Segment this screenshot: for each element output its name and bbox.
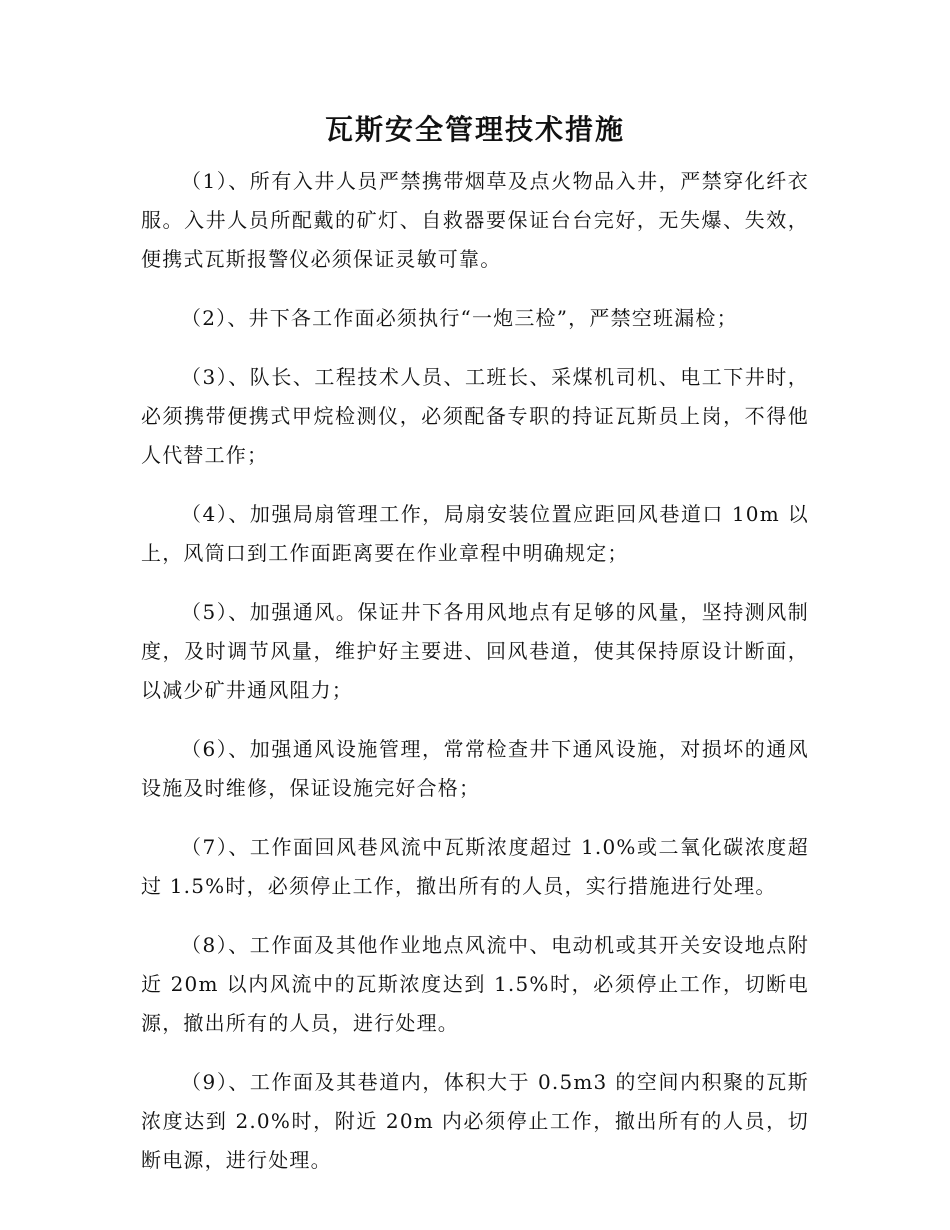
paragraph-6: （6）、加强通风设施管理，常常检查井下通风设施，对损坏的通风设施及时维修，保证设施完好合格； xyxy=(141,737,809,800)
paragraph-3: （3）、队长、工程技术人员、工班长、采煤机司机、电工下井时，必须携带便携式甲烷检测仪，必须配备专职的持证瓦斯员上岗，不得他人代替工作； xyxy=(141,365,809,467)
paragraph-2: （2）、井下各工作面必须执行“一炮三检”，严禁空班漏检； xyxy=(181,306,738,330)
document-body xyxy=(141,162,809,1200)
paragraph-4: （4）、加强局扇管理工作，局扇安装位置应距回风巷道口 10m 以上，风筒口到工作面距离要在作业章程中明确规定； xyxy=(141,502,809,565)
paragraph-8: （8）、工作面及其他作业地点风流中、电动机或其开关安设地点附近 20m 以内风流中的瓦斯浓度达到 1.5%时，必须停止工作，切断电源，撤出所有的人员，进行处理。 xyxy=(141,933,809,1035)
paragraph-7: （7）、工作面回风巷风流中瓦斯浓度超过 1.0%或二氧化碳浓度超过 1.5%时，必须停止工作，撤出所有的人员，实行措施进行处理。 xyxy=(141,835,809,898)
page-title: 瓦斯安全管理技术措施 xyxy=(324,113,625,146)
paragraph-1: （1）、所有入井人员严禁携带烟草及点火物品入井，严禁穿化纤衣服。入井人员所配戴的矿灯、自救器要保证台台完好，无失爆、失效，便携式瓦斯报警仪必须保证灵敏可靠。 xyxy=(141,169,809,271)
paragraph-5: （5）、加强通风。保证井下各用风地点有足够的风量，坚持测风制度，及时调节风量，维护好主要进、回风巷道，使其保持原设计断面，以减少矿井通风阻力； xyxy=(141,600,809,702)
paragraph-9: （9）、工作面及其巷道内，体积大于 0.5m3 的空间内积聚的瓦斯浓度达到 2.0%时，附近 20m 内必须停止工作，撤出所有的人员，切断电源，进行处理。 xyxy=(141,1070,809,1172)
